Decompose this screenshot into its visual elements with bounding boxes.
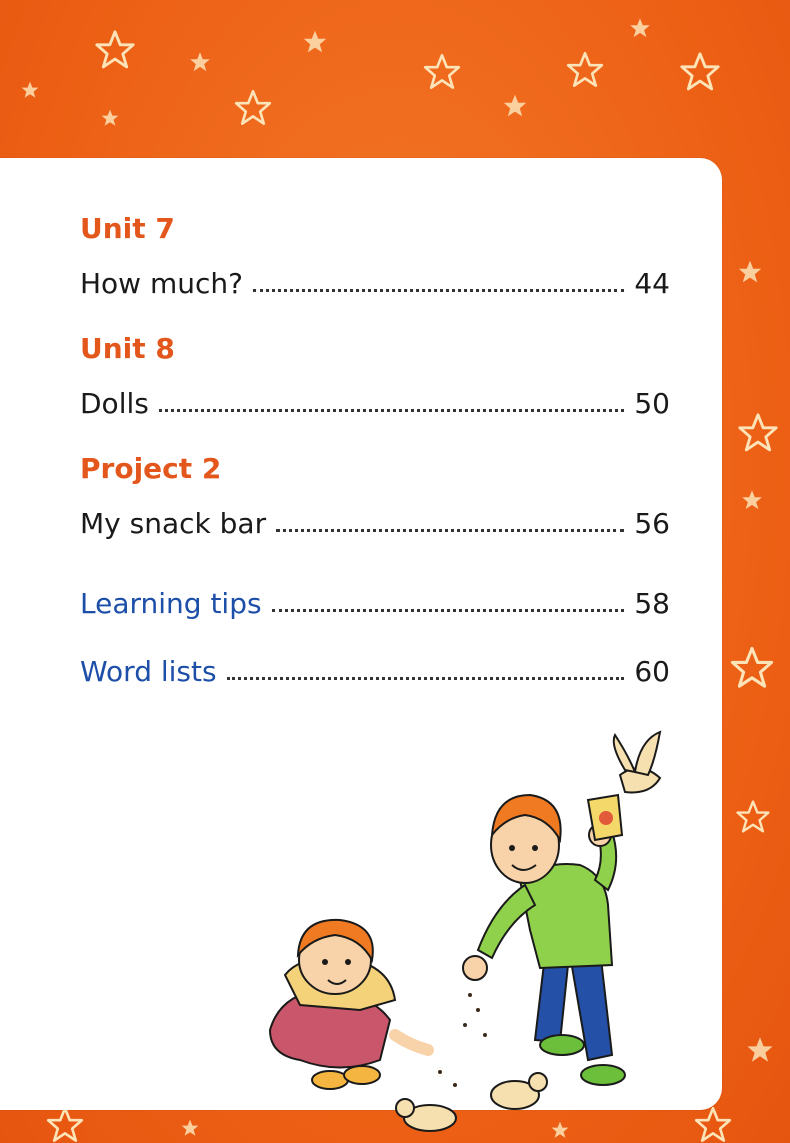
- star-icon: [738, 802, 769, 832]
- project-2-heading: Project 2: [80, 452, 222, 485]
- toc-entry-how-much[interactable]: [80, 260, 670, 300]
- star-icon: [742, 490, 762, 509]
- star-icon: [304, 31, 326, 53]
- star-icon: [48, 1108, 82, 1140]
- star-icon: [182, 1120, 199, 1136]
- toc-entry-page: 58: [634, 587, 670, 620]
- star-icon: [190, 52, 210, 71]
- toc-entry-my-snack-bar[interactable]: [80, 500, 670, 540]
- star-icon: [740, 415, 776, 450]
- contents-panel: [0, 158, 722, 1110]
- dot-leader: [272, 609, 625, 612]
- toc-entry-title: Word lists: [80, 655, 217, 688]
- toc-entry-page: 44: [634, 267, 670, 300]
- star-icon: [504, 95, 526, 117]
- star-icon: [568, 53, 602, 85]
- toc-entry-page: 56: [634, 507, 670, 540]
- star-icon: [630, 18, 650, 37]
- unit-8-heading: Unit 8: [80, 332, 175, 365]
- toc-entry-title: Learning tips: [80, 587, 262, 620]
- toc-entry-title: My snack bar: [80, 507, 267, 540]
- star-icon: [425, 55, 459, 87]
- star-icon: [696, 1108, 730, 1140]
- star-icon: [682, 54, 718, 89]
- toc-entry-page: 50: [634, 387, 670, 420]
- dot-leader: [276, 529, 624, 532]
- toc-entry-dolls[interactable]: [80, 380, 670, 420]
- dot-leader: [159, 409, 625, 412]
- toc-entry-word-lists[interactable]: [80, 648, 670, 688]
- star-icon: [732, 648, 771, 686]
- star-icon: [102, 110, 119, 126]
- toc-entry-title: How much?: [80, 267, 244, 300]
- toc-entry-learning-tips[interactable]: [80, 580, 670, 620]
- star-icon: [739, 261, 761, 283]
- star-icon: [552, 1122, 569, 1138]
- star-icon: [22, 82, 39, 98]
- star-icon: [747, 1037, 772, 1061]
- toc-entry-page: 60: [634, 655, 670, 688]
- star-icon: [97, 32, 133, 67]
- dot-leader: [253, 289, 624, 292]
- unit-7-heading: Unit 7: [80, 212, 175, 245]
- toc-entry-title: Dolls: [80, 387, 149, 420]
- star-icon: [236, 91, 270, 123]
- dot-leader: [227, 677, 625, 680]
